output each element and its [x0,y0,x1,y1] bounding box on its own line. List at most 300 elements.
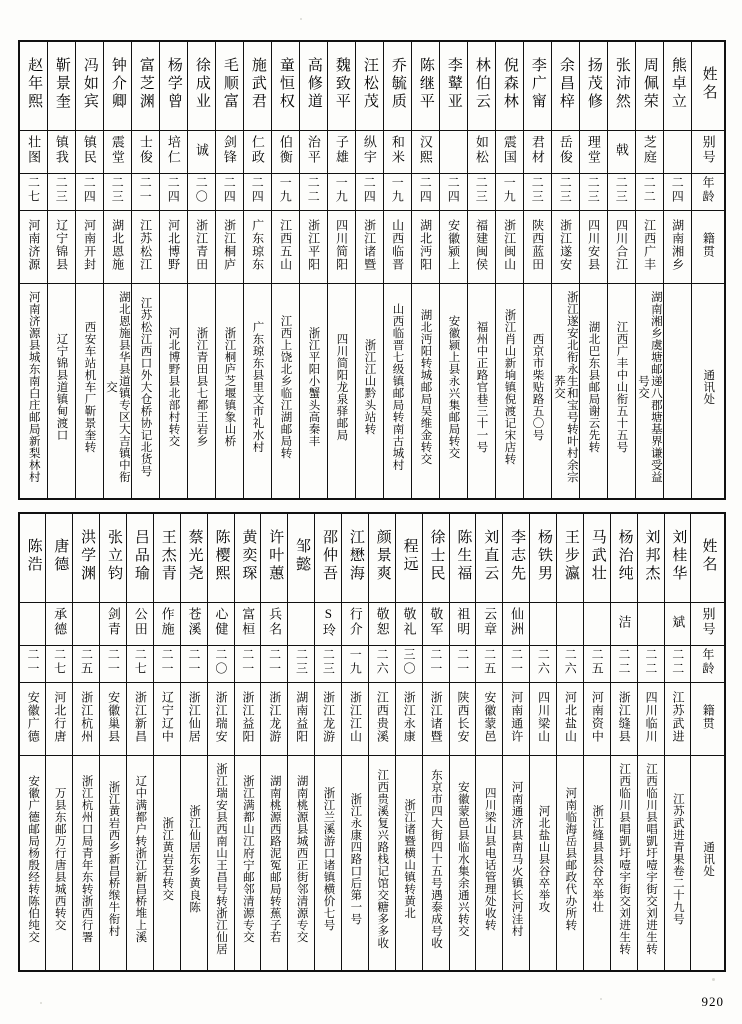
row-label-address [691,284,725,500]
register-table-lower [18,512,724,960]
cell-name [523,41,551,131]
cell-name [299,41,327,131]
cell-name [342,513,369,603]
cell-text: 浙江平阳小蟹头高秦丰 [307,327,320,447]
cell-text: 湖南湘乡虞塘邮递八郡塘基界谦受益号交 [637,291,662,483]
cell-text: 陈浩 [25,538,42,575]
cell-name [243,41,271,131]
cell-age [368,646,395,683]
cell-text: 安徽广德邮局杨殷经转陈伯纯交 [27,775,40,943]
row-label-name [691,513,725,603]
cell-name [207,513,234,603]
cell-name [637,513,664,603]
table-row-age [19,646,725,683]
cell-text: 湖北巴东县邮局谢云先转 [587,321,600,453]
cell-address [271,284,299,500]
cell-text: 二五 [482,648,497,677]
cell-text: 三〇 [401,648,416,677]
cell-origin [299,211,327,284]
cell-address [327,284,355,500]
cell-text: 西京市柴贴路五〇号 [531,333,544,441]
cell-address [663,284,691,500]
cell-age [234,646,261,683]
cell-origin [19,683,46,756]
cell-name [73,513,100,603]
cell-text: 一九 [278,176,293,205]
cell-text: 四川梁山县电话管理处收转 [483,787,496,931]
cell-alias [180,603,207,646]
cell-text: 杨铁男 [535,529,552,584]
cell-name [530,513,557,603]
cell-text: 仁政 [249,135,265,166]
cell-alias [449,603,476,646]
scan-speck [600,998,602,1000]
cell-address [476,756,503,972]
cell-alias [299,131,327,174]
cell-address [523,284,551,500]
cell-name [551,41,579,131]
cell-text: 二〇 [194,176,209,205]
cell-name [100,513,127,603]
cell-text: 浙江青田 [194,219,209,272]
cell-age [187,174,215,211]
cell-address [127,756,154,972]
cell-text: 剑锋 [221,135,237,166]
cell-address [288,756,315,972]
cell-text: 二六 [375,648,390,677]
cell-age [637,646,664,683]
cell-alias [271,131,299,174]
cell-text: 山西临晋七级镇邮局转南古城村 [391,303,404,471]
cell-text: 浙江瑞安县西南山王昌号转浙江仙居 [215,763,227,955]
cell-address [103,284,131,500]
cell-name [75,41,103,131]
cell-alias [103,131,131,174]
cell-alias [637,603,664,646]
cell-age [299,174,327,211]
cell-address [579,284,607,500]
cell-text: 安徽颍上 [446,219,461,272]
cell-text: 安徽颍上县永兴集邮局转交 [447,315,460,459]
cell-text: 浙江江山 [348,691,363,744]
cell-address [207,756,234,972]
cell-text: 江苏武进青果卷二十九号 [671,793,684,925]
cell-alias [422,603,449,646]
cell-address [243,284,271,500]
cell-text: 李广甯 [529,57,546,112]
cell-text: 林伯云 [473,57,490,112]
cell-text: 河北行唐 [52,691,67,744]
cell-origin [288,683,315,756]
cell-text: 河南通许 [509,691,524,744]
cell-age [207,646,234,683]
cell-age [355,174,383,211]
cell-text: 二六 [536,648,551,677]
cell-text: 四川临川 [644,691,659,744]
cell-address [395,756,422,972]
cell-alias [342,603,369,646]
cell-name [579,41,607,131]
cell-text: 毛顺富 [221,57,238,112]
cell-text: 四川简阳 [334,219,349,272]
cell-text: 二三 [614,176,629,205]
cell-name [557,513,584,603]
cell-origin [342,683,369,756]
table-row-name [19,513,725,603]
cell-text: 二四 [670,176,685,205]
cell-text: 和米 [389,135,405,166]
cell-name [261,513,288,603]
cell-address [530,756,557,972]
cell-alias [153,603,180,646]
row-label-alias [691,603,725,646]
cell-address [342,756,369,972]
cell-text: 浙江龙游 [321,691,336,744]
cell-alias [100,603,127,646]
cell-text: 敬礼 [401,607,417,638]
cell-text: 浙江满都山江府宁邮邻清源专交 [241,775,254,943]
cell-address [100,756,127,972]
cell-text: 浙江桐庐 [222,219,237,272]
cell-origin [355,211,383,284]
row-label-text: 籍贯 [701,232,716,259]
cell-text: 浙江缝县 [617,691,632,744]
cell-alias [583,603,610,646]
cell-text: 张沛然 [613,57,630,112]
cell-text: 戟 [613,142,629,158]
cell-origin [383,211,411,284]
cell-text: 二二 [306,176,321,205]
cell-age [635,174,663,211]
cell-alias [47,131,75,174]
cell-text: 江苏松江 [138,219,153,272]
cell-age [159,174,187,211]
cell-name [355,41,383,131]
cell-alias [159,131,187,174]
cell-name [19,513,46,603]
cell-text: 浙江黄岩西乡新昌桥缑牛衔村 [107,781,120,937]
cell-text: 安徽蒙邑 [482,691,497,744]
cell-text: 二四 [166,176,181,205]
cell-alias [476,603,503,646]
cell-text: 二七 [52,648,67,677]
cell-age [73,646,100,683]
cell-text: 许叶蕙 [267,529,284,584]
cell-text: 安徽蒙邑县临水集余通兴转交 [456,781,469,937]
cell-text: 作施 [159,607,175,638]
cell-text: 浙江永康 [402,691,417,744]
cell-name [383,41,411,131]
cell-address [422,756,449,972]
cell-text: 二二 [642,176,657,205]
cell-text: 二二 [616,648,631,677]
cell-text: 河南济源县城东南白庄邮局新梨林村 [27,291,40,483]
cell-name [271,41,299,131]
cell-address [234,756,261,972]
cell-address [368,756,395,972]
cell-text: 浙江肖山新垧镇倪渡记宋店转 [503,309,516,465]
cell-age [327,174,355,211]
cell-age [557,646,584,683]
cell-address [449,756,476,972]
cell-text: 湖南桃源西路泥冤邮局转蕉子若 [268,775,281,943]
cell-age [411,174,439,211]
cell-text: 二四 [362,176,377,205]
cell-text: 江西贵溪 [375,691,390,744]
register-table-upper [18,40,724,488]
cell-text: 培仁 [165,135,181,166]
cell-origin [583,683,610,756]
cell-alias [215,131,243,174]
cell-text: 二一 [455,648,470,677]
cell-origin [187,211,215,284]
cell-text: 子雄 [333,135,349,166]
cell-text: 二三 [474,176,489,205]
cell-origin [73,683,100,756]
cell-address [153,756,180,972]
cell-age [288,646,315,683]
cell-text: 二三 [558,176,573,205]
cell-age [127,646,154,683]
cell-text: 河南资中 [590,691,605,744]
table-row-alias [19,131,725,174]
cell-origin [19,211,47,284]
cell-origin [635,211,663,284]
cell-age [383,174,411,211]
cell-text: 江苏松江西口外大仓桥协记北货号 [139,297,152,477]
cell-text: 四川梁山 [536,691,551,744]
cell-name [368,513,395,603]
cell-text: 湖南益阳 [294,691,309,744]
row-label-text: 别号 [700,135,716,166]
cell-text: 辽中满都户转浙江新昌桥堆上溪 [134,775,147,943]
cell-origin [495,211,523,284]
cell-address [131,284,159,500]
cell-text: 富芝渊 [137,57,154,112]
cell-name [187,41,215,131]
cell-text: 江西广丰 [642,219,657,272]
cell-text: 河北盐山县谷卒举攻 [537,805,550,913]
cell-text: 浙江仙居 [187,691,202,744]
cell-alias [368,603,395,646]
cell-text: 伯衡 [277,135,293,166]
cell-text: 河南通济县南马火镇长河洼村 [510,781,523,937]
cell-age [315,646,342,683]
cell-name [234,513,261,603]
cell-origin [327,211,355,284]
row-label-text: 籍贯 [701,704,716,731]
cell-text: 敬军 [428,607,444,638]
table-row-address [19,756,725,972]
cell-text: 二四 [222,176,237,205]
cell-text: 杨学曾 [165,57,182,112]
cell-name [153,513,180,603]
cell-origin [439,211,467,284]
cell-text: 浙江遂安北衔永生和宝号转叶村余宗荞交 [553,291,578,483]
cell-text: 万县东邮万行唐县城西转交 [53,787,66,931]
cell-age [530,646,557,683]
cell-text: 湖北恩施县华县道镇专区大吉镇中衔交 [105,291,130,483]
cell-age [449,646,476,683]
cell-text: 湖南桃源县城西正街邻清源专交 [295,775,308,943]
cell-text: 壮图 [26,135,42,166]
cell-alias [187,131,215,174]
cell-name [315,513,342,603]
cell-name [131,41,159,131]
cell-age [75,174,103,211]
cell-text: 四川安县 [586,219,601,272]
cell-text: 芝庭 [641,135,657,166]
row-label-name [691,41,725,131]
cell-address [583,756,610,972]
cell-text: 二一 [25,648,40,677]
cell-address [159,284,187,500]
row-label-origin [691,683,725,756]
cell-text: 斌 [670,614,686,630]
cell-address [75,284,103,500]
cell-text: 江西上饶北乡临江湖邮局转 [279,315,292,459]
row-label-text: 别号 [700,607,716,638]
cell-alias [243,131,271,174]
cell-text: 辽宁锦县道镇甸渡口 [55,333,68,441]
cell-text: 浙江新昌 [133,691,148,744]
cell-name [583,513,610,603]
cell-age [47,174,75,211]
cell-age [467,174,495,211]
cell-text: 浙江遂安 [558,219,573,272]
cell-origin [557,683,584,756]
cell-age [19,646,46,683]
cell-text: 二七 [133,648,148,677]
cell-text: 震国 [501,135,517,166]
cell-text: 周佩荣 [641,57,658,112]
cell-alias [664,603,691,646]
cell-text: 浙江缝县县谷卒举壮 [591,805,604,913]
cell-text: 纵宇 [361,135,377,166]
cell-text: 江西五山 [278,219,293,272]
cell-age [503,646,530,683]
row-label-address [691,756,725,972]
cell-text: 福州中正路官巷三十一号 [475,321,488,453]
cell-name [635,41,663,131]
cell-text: 浙江永康四路口后第一号 [349,793,362,925]
cell-origin [530,683,557,756]
cell-name [411,41,439,131]
cell-text: 马武壮 [589,529,606,584]
cell-name [288,513,315,603]
cell-name [664,513,691,603]
cell-address [439,284,467,500]
cell-text: 浙江仙居东乡黄良陈 [188,805,201,913]
cell-alias [131,131,159,174]
cell-name [215,41,243,131]
cell-alias [127,603,154,646]
cell-text: 河北博野 [166,219,181,272]
cell-age [395,646,422,683]
cell-text: 行介 [347,607,363,638]
cell-origin [215,211,243,284]
cell-text: 二三 [294,648,309,677]
cell-text: 二三 [586,176,601,205]
cell-name [103,41,131,131]
cell-text: 治平 [305,135,321,166]
cell-age [439,174,467,211]
cell-text: 浙江杭州 [79,691,94,744]
cell-text: 二一 [509,648,524,677]
cell-text: 江西广丰中山衔五十五号 [615,321,628,453]
cell-origin [368,683,395,756]
cell-alias [411,131,439,174]
cell-origin [234,683,261,756]
cell-name [46,513,73,603]
cell-age [523,174,551,211]
cell-text: 李鼙亚 [445,57,462,112]
cell-age [579,174,607,211]
cell-age [19,174,47,211]
cell-text: 童恒权 [277,57,294,112]
row-label-text: 年龄 [700,648,715,677]
cell-origin [476,683,503,756]
cell-text: 祖明 [455,607,471,638]
table-row-name [19,41,725,131]
cell-text: 河南临海岳县邮政代办所转 [564,787,577,931]
cell-text: 王杰青 [159,529,176,584]
cell-text: 广东琼东 [250,219,265,272]
cell-age [100,646,127,683]
cell-origin [243,211,271,284]
cell-alias [607,131,635,174]
cell-text: 邹懿 [294,538,311,575]
cell-text: 辽宁锦县 [54,219,69,272]
cell-origin [579,211,607,284]
cell-text: 浙江平阳 [306,219,321,272]
row-label-text: 姓名 [700,66,717,103]
cell-text: 熊卓立 [669,57,686,112]
cell-text: 浙江诸暨 [362,219,377,272]
cell-text: 倪森林 [501,57,518,112]
cell-origin [449,683,476,756]
cell-text: 陈继平 [417,57,434,112]
cell-text: 唐德 [52,538,69,575]
cell-text: 刘直云 [482,529,499,584]
cell-text: 二四 [82,176,97,205]
cell-text: 山西临晋 [390,219,405,272]
cell-text: 二四 [250,176,265,205]
table-row-address [19,284,725,500]
cell-text: 颜景爽 [374,529,391,584]
cell-address [180,756,207,972]
cell-text: 程远 [401,538,418,575]
cell-name [439,41,467,131]
cell-origin [551,211,579,284]
cell-alias [46,603,73,646]
cell-address [73,756,100,972]
row-label-text: 年龄 [701,176,716,205]
cell-origin [395,683,422,756]
cell-text: 敬恕 [374,607,390,638]
cell-text: 四川简阳龙泉驿邮局 [335,333,348,441]
cell-text: 浙江益阳 [241,691,256,744]
cell-text: 二五 [590,648,605,677]
cell-text: 江西贵溪复兴路栈记馆交糖多多收 [376,769,389,949]
cell-origin [131,211,159,284]
cell-address [635,284,663,500]
cell-name [47,41,75,131]
cell-address [551,284,579,500]
cell-alias [551,131,579,174]
cell-text: 邵仲吾 [320,529,337,584]
cell-address [215,284,243,500]
